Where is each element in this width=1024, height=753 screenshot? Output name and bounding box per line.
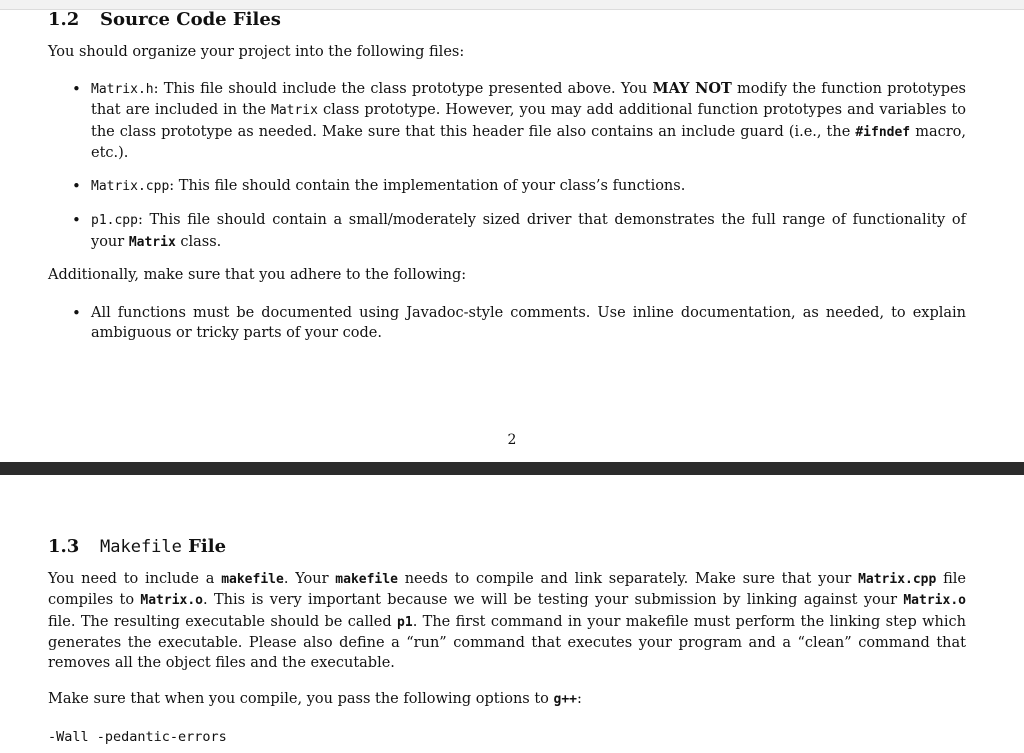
list-item-matrix-cpp: • Matrix.cpp: This file should contain the implementation of your class’s functions. [72, 177, 686, 196]
list-item-matrix-h: • Matrix.h: This file should include the class prototype presented above. You MAY NOT modify the function prototypes that are included in the Matrix class prototype. However, you may add additional function prototypes and variables to the class prototype as needed. Make sure that this header file also contains an include guard (i.e., the #ifndef macro, etc.). [72, 80, 966, 161]
section-heading-1-3 [48, 536, 226, 558]
page-3 [0, 475, 1024, 753]
bullet-icon: • [72, 80, 81, 98]
bullet-icon: • [72, 304, 81, 322]
compile-options-code: -Wall -pedantic-errors [48, 729, 227, 745]
section-heading-1-2 [48, 9, 281, 31]
bullet-icon: • [72, 177, 81, 196]
page-number: 2 [507, 432, 517, 448]
bullet-icon: • [72, 211, 81, 230]
section-number: 1.3 [48, 536, 80, 557]
makefile-paragraph: You need to include a makefile. Your makefile needs to compile and link separately. Make sure that your Matrix.cpp file compiles to Matrix.o. This is very important because we will be testing your submission by linking against your Matrix.o file. The resulting executable should be called p1. The first command in your makefile must perform the linking step which generates the executable. Please also define a “run” command that executes your program and a “clean” command that removes all the object files and the executable. [48, 571, 967, 672]
section-title-rest: File [181, 536, 227, 557]
section-title: Source Code Files [100, 9, 281, 30]
requirements-list [48, 303, 966, 344]
compile-options-paragraph: Make sure that when you compile, you pass the following options to g++: [48, 691, 582, 707]
section-number: 1.2 [48, 9, 80, 30]
list-item-documentation: • All functions must be documented using Javadoc-style comments. Use inline documentation, as needed, to explain ambiguous or tricky parts of your code. [72, 304, 966, 342]
intro-paragraph: You should organize your project into the following files: [48, 44, 465, 60]
file-list [48, 79, 966, 253]
page-separator [0, 462, 1024, 475]
section-title-code: Makefile [100, 537, 182, 557]
page-2 [0, 10, 1024, 462]
list-item-p1-cpp: • p1.cpp: This file should contain a small/moderately sized driver that demonstrates the full range of functionality of your Matrix class. [72, 211, 966, 250]
additional-paragraph: Additionally, make sure that you adhere to the following: [48, 267, 467, 283]
